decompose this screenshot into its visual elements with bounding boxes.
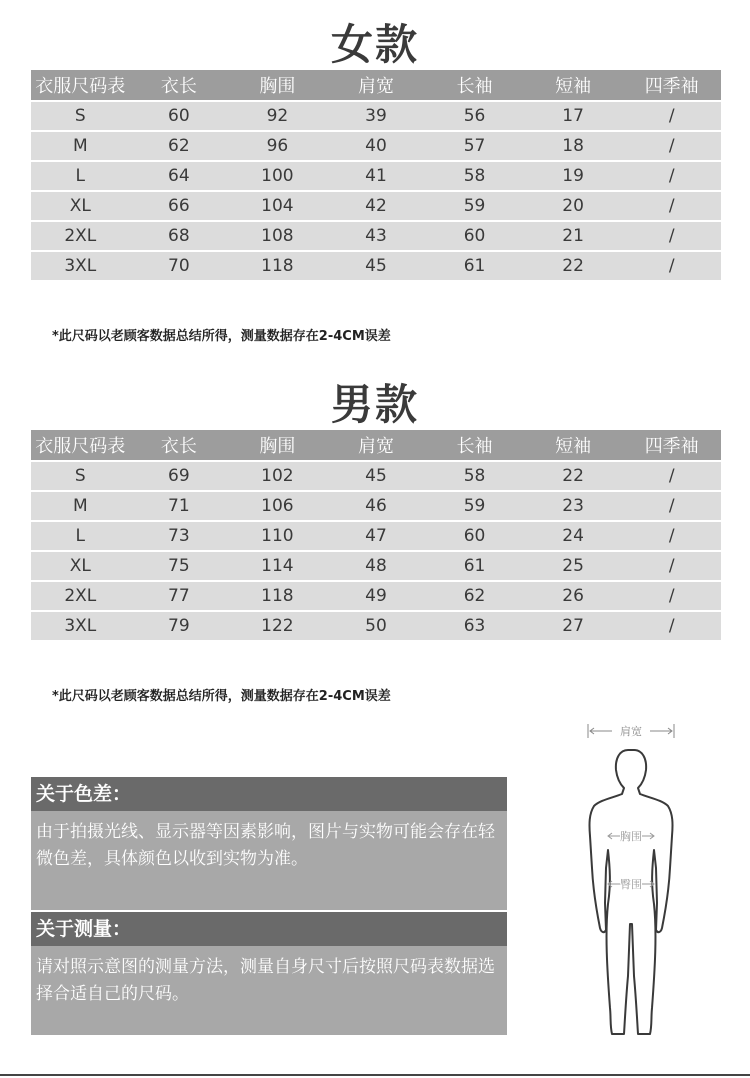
table-cell: 43 [327, 222, 426, 250]
table-row [31, 132, 721, 160]
table-cell: / [622, 162, 721, 190]
column-header: 衣长 [130, 430, 229, 460]
table-cell: 46 [327, 492, 426, 520]
column-header: 衣服尺码表 [31, 430, 130, 460]
table-cell: 118 [228, 582, 327, 610]
table-cell: 23 [524, 492, 623, 520]
bottom-divider [0, 1074, 750, 1076]
table-cell: 118 [228, 252, 327, 280]
table-row [31, 252, 721, 280]
women-size-table [31, 68, 721, 282]
table-cell: 62 [425, 582, 524, 610]
table-cell: 47 [327, 522, 426, 550]
table-cell: / [622, 582, 721, 610]
table-cell: 114 [228, 552, 327, 580]
table-cell: / [622, 462, 721, 490]
table-row [31, 522, 721, 550]
table-cell: 68 [130, 222, 229, 250]
table-cell: 64 [130, 162, 229, 190]
women-size-note: *此尺码以老顾客数据总结所得，测量数据存在2-4CM误差 [52, 329, 391, 344]
table-cell: / [622, 552, 721, 580]
shoulder-width-label: 肩宽 [620, 725, 642, 738]
table-cell: 20 [524, 192, 623, 220]
table-cell: L [31, 522, 130, 550]
table-cell: XL [31, 552, 130, 580]
table-cell: 24 [524, 522, 623, 550]
table-header-row [31, 70, 721, 100]
table-cell: M [31, 492, 130, 520]
table-cell: 39 [327, 102, 426, 130]
column-header: 长袖 [425, 430, 524, 460]
table-cell: 26 [524, 582, 623, 610]
table-cell: 63 [425, 612, 524, 640]
column-header: 胸围 [228, 430, 327, 460]
measurement-heading: 关于测量： [31, 912, 507, 946]
table-cell: 27 [524, 612, 623, 640]
table-cell: 79 [130, 612, 229, 640]
table-cell: 57 [425, 132, 524, 160]
column-header: 衣长 [130, 70, 229, 100]
table-row [31, 162, 721, 190]
body-measurement-figure [578, 718, 688, 1043]
column-header: 短袖 [524, 70, 623, 100]
table-cell: 77 [130, 582, 229, 610]
table-row [31, 222, 721, 250]
column-header: 短袖 [524, 430, 623, 460]
table-cell: 61 [425, 552, 524, 580]
table-cell: 50 [327, 612, 426, 640]
table-cell: L [31, 162, 130, 190]
table-cell: 21 [524, 222, 623, 250]
table-cell: 96 [228, 132, 327, 160]
table-cell: 75 [130, 552, 229, 580]
men-size-note: *此尺码以老顾客数据总结所得，测量数据存在2-4CM误差 [52, 689, 391, 704]
color-difference-box [31, 777, 507, 910]
table-cell: 48 [327, 552, 426, 580]
table-cell: 17 [524, 102, 623, 130]
color-difference-heading: 关于色差： [31, 777, 507, 811]
table-cell: / [622, 252, 721, 280]
table-cell: 66 [130, 192, 229, 220]
men-size-table [31, 428, 721, 642]
table-cell: 60 [130, 102, 229, 130]
table-cell: 19 [524, 162, 623, 190]
table-cell: 110 [228, 522, 327, 550]
table-cell: / [622, 522, 721, 550]
column-header: 胸围 [228, 70, 327, 100]
table-cell: 58 [425, 462, 524, 490]
table-row [31, 492, 721, 520]
table-row [31, 582, 721, 610]
table-cell: 122 [228, 612, 327, 640]
table-cell: / [622, 102, 721, 130]
table-cell: S [31, 462, 130, 490]
table-cell: 102 [228, 462, 327, 490]
table-cell: 25 [524, 552, 623, 580]
table-cell: XL [31, 192, 130, 220]
table-cell: 22 [524, 252, 623, 280]
table-cell: 60 [425, 222, 524, 250]
table-cell: / [622, 612, 721, 640]
table-header-row [31, 430, 721, 460]
measurement-text: 请对照示意图的测量方法，测量自身尺寸后按照尺码表数据选择合适自己的尺码。 [36, 957, 495, 1004]
table-cell: 60 [425, 522, 524, 550]
table-cell: 108 [228, 222, 327, 250]
table-cell: 56 [425, 102, 524, 130]
column-header: 肩宽 [327, 430, 426, 460]
column-header: 肩宽 [327, 70, 426, 100]
table-cell: 100 [228, 162, 327, 190]
table-cell: 61 [425, 252, 524, 280]
column-header: 衣服尺码表 [31, 70, 130, 100]
table-cell: 42 [327, 192, 426, 220]
hip-label: 臀围 [620, 878, 642, 891]
table-cell: M [31, 132, 130, 160]
table-cell: 49 [327, 582, 426, 610]
women-section-title: 女款 [330, 20, 419, 69]
table-cell: 62 [130, 132, 229, 160]
table-cell: 70 [130, 252, 229, 280]
table-cell: 18 [524, 132, 623, 160]
table-cell: / [622, 132, 721, 160]
table-cell: 73 [130, 522, 229, 550]
table-cell: 104 [228, 192, 327, 220]
color-difference-text: 由于拍摄光线、显示器等因素影响，图片与实物可能会存在轻微色差，具体颜色以收到实物为准。 [36, 822, 495, 869]
column-header: 四季袖 [622, 430, 721, 460]
table-row [31, 552, 721, 580]
table-cell: 92 [228, 102, 327, 130]
men-section-title: 男款 [330, 380, 419, 429]
measurement-box [31, 912, 507, 1035]
table-cell: 2XL [31, 222, 130, 250]
table-cell: / [622, 222, 721, 250]
table-cell: 69 [130, 462, 229, 490]
table-cell: 58 [425, 162, 524, 190]
table-cell: 59 [425, 192, 524, 220]
table-cell: 22 [524, 462, 623, 490]
table-cell: 3XL [31, 612, 130, 640]
table-cell: / [622, 492, 721, 520]
table-cell: 41 [327, 162, 426, 190]
table-cell: 3XL [31, 252, 130, 280]
column-header: 四季袖 [622, 70, 721, 100]
table-cell: / [622, 192, 721, 220]
table-cell: 45 [327, 252, 426, 280]
table-cell: 71 [130, 492, 229, 520]
chest-label: 胸围 [620, 830, 642, 843]
human-silhouette [589, 750, 672, 1034]
table-cell: 59 [425, 492, 524, 520]
table-row [31, 102, 721, 130]
table-cell: 40 [327, 132, 426, 160]
table-row [31, 462, 721, 490]
table-cell: S [31, 102, 130, 130]
table-cell: 106 [228, 492, 327, 520]
column-header: 长袖 [425, 70, 524, 100]
table-cell: 45 [327, 462, 426, 490]
table-cell: 2XL [31, 582, 130, 610]
table-row [31, 192, 721, 220]
table-row [31, 612, 721, 640]
